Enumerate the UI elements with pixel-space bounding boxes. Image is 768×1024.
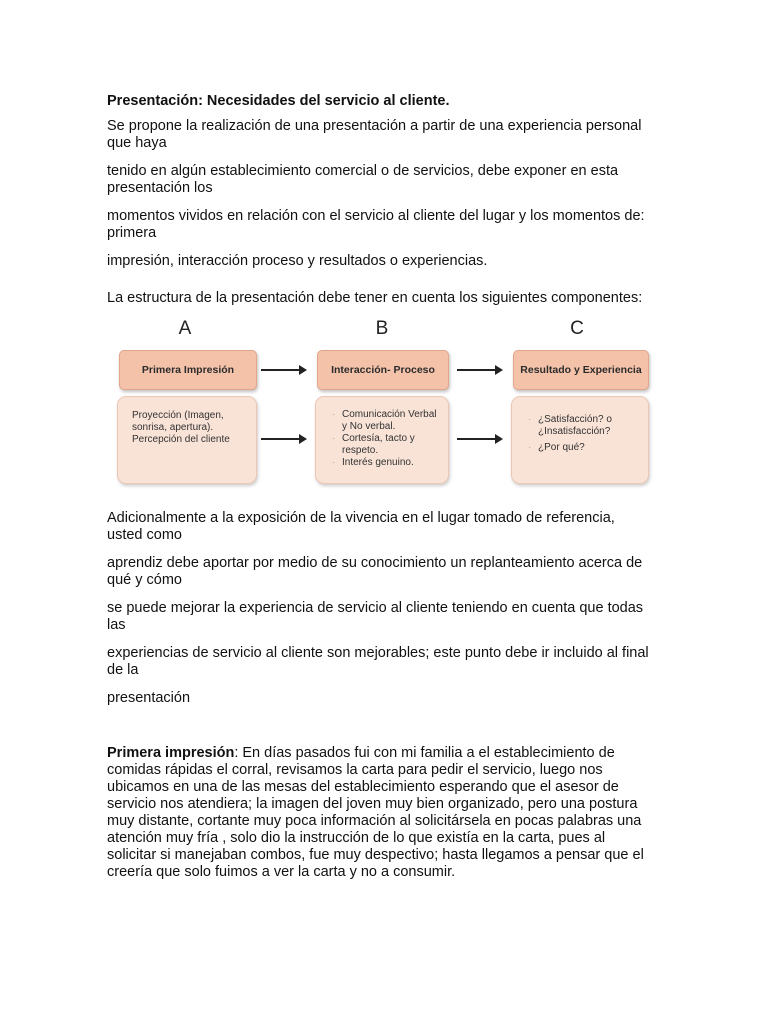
intro-paragraph-3: momentos vividos en relación con el servicio al cliente del lugar y los momentos de: primera [107,208,645,241]
document-page [107,92,652,892]
column-c-letter: C [570,318,584,339]
first-impression-text: Proyección (Imagen, sonrisa, apertura). Percepción del cliente [132,410,230,445]
interaction-process-body [315,396,449,484]
arrow-a-to-b-bottom [261,438,305,440]
arrow-b-to-c-bottom [457,438,501,440]
arrow-a-to-b-top [261,369,305,371]
list-item: · ¿Satisfacción? o ¿Insatisfacción? [538,414,638,438]
first-impression-header: Primera Impresión [119,350,257,390]
intro-paragraph-2: tenido en algún establecimiento comercial o de servicios, debe exponer en esta presentación los [107,163,619,196]
first-impression-body [117,396,257,484]
intro-paragraph-4: impresión, interacción proceso y resultados o experiencias. [107,253,488,269]
additional-paragraph-2: aprendiz debe aportar por medio de su conocimiento un replanteamiento acerca de qué y cómo [107,555,643,588]
document-title: Presentación: Necesidades del servicio al cliente. [107,93,450,109]
structure-paragraph: La estructura de la presentación debe tener en cuenta los siguientes componentes: [107,290,643,306]
additional-paragraph-1: Adicionalmente a la exposición de la vivencia en el lugar tomado de referencia, usted como [107,510,615,543]
first-impression-story: : En días pasados fui con mi familia a el establecimiento de comidas rápidas el corral, revisamos la carta para pedir el servicio, luego nos ubicamos en una de las mesas del establecimiento esperando que el asesor de servicio nos atendiera; la imagen del joven muy bien organizado, pero una postura muy distante, cortante muy poca información al solicitársela en pocas palabras una atención muy fría , solo dio la instrucción de lo que existía en la carta, pues al solicitar si manejaban combos, fue muy despectivo; hasta llegamos a pensar que el creería que solo fuimos a ver la carta y no a consumir. [107,745,644,880]
arrow-b-to-c-top [457,369,501,371]
additional-paragraph-4: experiencias de servicio al cliente son mejorables; este punto debe ir incluido al final de la [107,645,649,678]
list-item: · Interés genuino. [342,457,438,469]
column-a-letter: A [178,318,192,339]
components-diagram [107,318,652,490]
additional-paragraph-5: presentación [107,690,191,706]
interaction-process-header: Interacción- Proceso [317,350,449,390]
first-impression-paragraph [107,745,652,881]
list-item: · ¿Por qué? [538,442,638,454]
result-experience-header: Resultado y Experiencia [513,350,649,390]
intro-paragraph-1: Se propone la realización de una presentación a partir de una experiencia personal que haya [107,118,642,151]
list-item: · Comunicación Verbal y No verbal. [342,409,438,433]
additional-paragraph-3: se puede mejorar la experiencia de servicio al cliente teniendo en cuenta que todas las [107,600,644,633]
list-item: · Cortesía, tacto y respeto. [342,433,438,457]
column-b-letter: B [375,318,389,339]
result-experience-body [511,396,649,484]
first-impression-label: Primera impresión [107,745,235,761]
